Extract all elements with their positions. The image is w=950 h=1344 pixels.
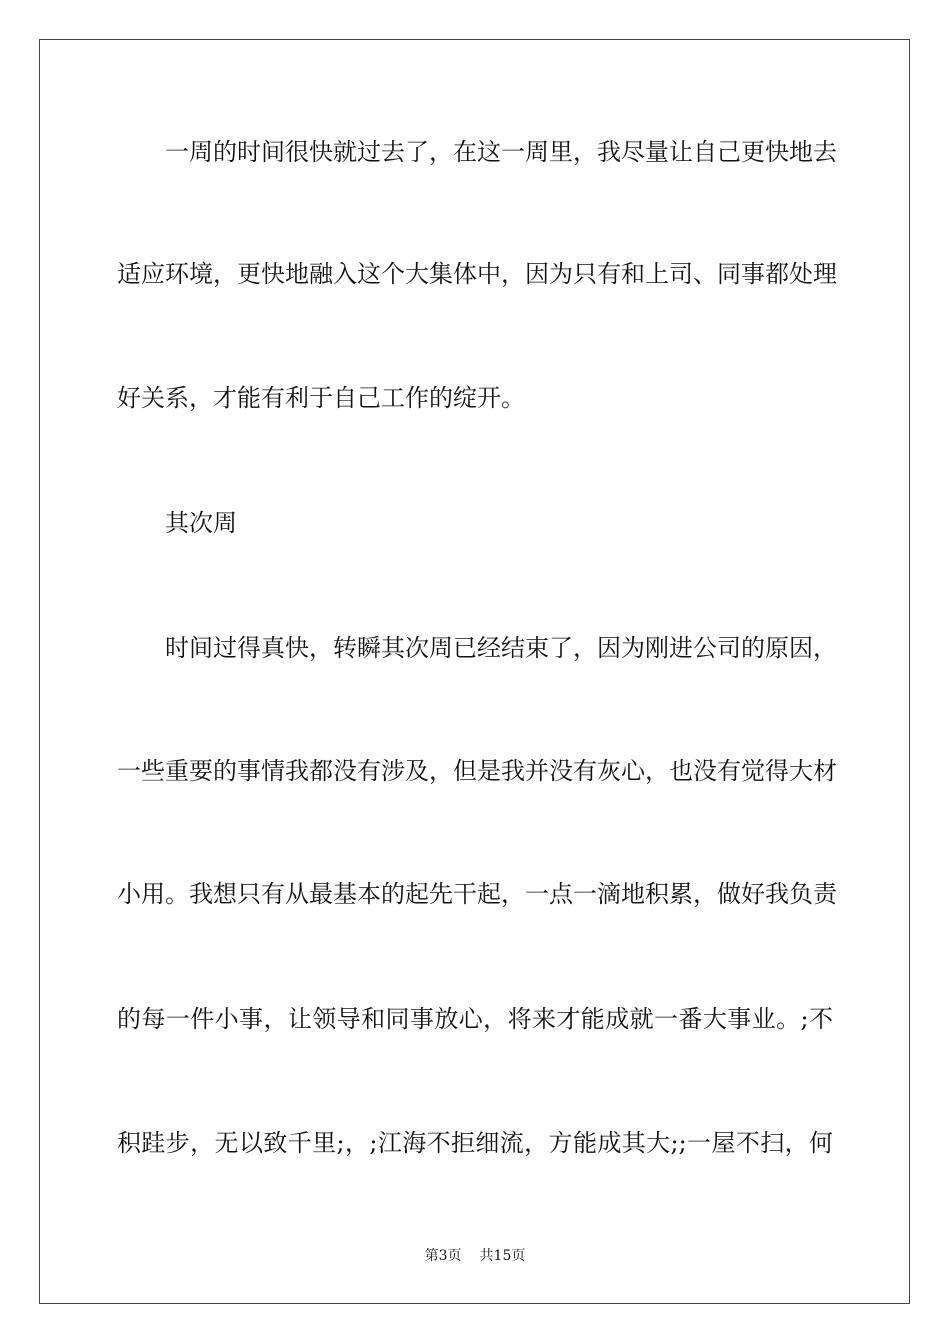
paragraph-line-3: 好关系，才能有利于自己工作的绽开。 bbox=[117, 384, 525, 412]
paragraph-line-5: 时间过得真快，转瞬其次周已经结束了，因为刚进公司的原因， bbox=[165, 634, 837, 662]
paragraph-line-1: 一周的时间很快就过去了，在这一周里，我尽量让自己更快地去 bbox=[165, 138, 837, 166]
page-number: 第3页 bbox=[424, 1248, 462, 1264]
paragraph-line-8: 的每一件小事，让领导和同事放心，将来才能成就一番大事业。;不 bbox=[117, 1005, 833, 1033]
section-heading: 其次周 bbox=[165, 509, 237, 537]
page-border bbox=[39, 39, 910, 1304]
paragraph-line-2: 适应环境，更快地融入这个大集体中，因为只有和上司、同事都处理 bbox=[117, 260, 837, 288]
page-total: 共15页 bbox=[479, 1248, 526, 1264]
paragraph-line-9: 积跬步，无以致千里;，;江海不拒细流，方能成其大;;一屋不扫，何 bbox=[117, 1129, 833, 1157]
paragraph-line-7: 小用。我想只有从最基本的起先干起，一点一滴地积累，做好我负责 bbox=[117, 880, 837, 908]
paragraph-line-6: 一些重要的事情我都没有涉及，但是我并没有灰心，也没有觉得大材 bbox=[117, 757, 837, 785]
page-footer bbox=[0, 1246, 950, 1266]
